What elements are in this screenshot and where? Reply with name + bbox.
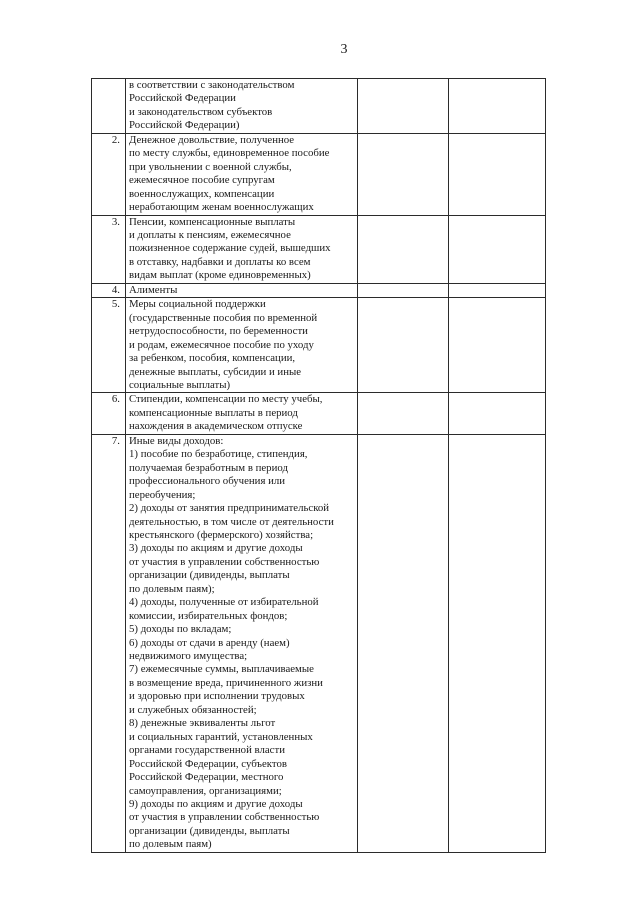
amount-cell [358,215,449,283]
income-type-text-line: в соответствии с законодательством [129,79,295,91]
income-type-text-line: за ребенком, пособия, компенсации, [129,352,296,365]
income-type-text-line: 4) доходы, полученные от избирательной [129,596,319,609]
income-type-text-line: и служебных обязанностей; [129,703,257,716]
income-type-text-line: и здоровью при исполнении трудовых [129,690,305,703]
income-type-text-line: от участия в управлении собственностью [129,811,320,824]
income-type-text-line: Российской Федерации) [129,119,240,132]
amount-cell [358,298,449,393]
note-cell [449,393,546,434]
income-type-text-line: от участия в управлении собственностью [129,555,320,568]
income-type-text-line: компенсационные выплаты в период [129,406,298,419]
row-number [92,79,126,134]
income-type-cell [126,393,358,434]
income-type-text-line: Стипендии, компенсации по месту учебы, [129,393,323,406]
income-type-cell [126,215,358,283]
income-type-text-line: Российской Федерации, субъектов [129,757,287,770]
income-type-text-line: 7) ежемесячные суммы, выплачиваемые [129,663,314,676]
income-type-text-line: органами государственной власти [129,744,285,757]
note-cell [449,283,546,297]
income-type-text-line: по долевым паям); [129,582,215,595]
row-number: 3. [92,215,126,283]
note-cell [449,79,546,134]
note-cell [449,298,546,393]
income-type-text-line: 9) доходы по акциям и другие доходы [129,798,303,811]
amount-cell [358,283,449,297]
income-type-text-line: Денежное довольствие, полученное [129,133,295,146]
row-number: 5. [92,298,126,393]
note-cell [449,215,546,283]
income-type-text-line: по месту службы, единовременное пособие [129,147,330,160]
table-row [92,298,546,393]
income-type-text-line: в отставку, надбавки и доплаты ко всем [129,255,311,268]
income-type-text-line: организации (дивиденды, выплаты [129,824,290,837]
row-number: 7. [92,434,126,852]
income-type-text-line: и социальных гарантий, установленных [129,730,313,743]
income-type-text-line: недвижимого имущества; [129,650,248,663]
page-number: 3 [340,42,348,57]
income-type-text-line: Иные виды доходов: [129,434,224,447]
income-type-text-line: Алименты [129,283,178,296]
income-type-text-line: социальные выплаты) [129,378,231,391]
income-type-text-line: нахождения в академическом отпуске [129,420,303,433]
income-type-cell [126,79,358,134]
income-type-text-line: по долевым паям) [129,838,212,851]
table-row [92,393,546,434]
amount-cell [358,133,449,215]
income-type-text-line: 5) доходы по вкладам; [129,623,232,636]
income-type-text-line: самоуправления, организациями; [129,784,282,797]
income-type-text-line: и доплаты к пенсиям, ежемесячное [129,228,291,241]
table-row [92,133,546,215]
income-type-text-line: при увольнении с военной службы, [129,160,292,173]
income-type-text-line: крестьянского (фермерского) хозяйства; [129,528,314,541]
income-type-text-line: организации (дивиденды, выплаты [129,569,290,582]
note-cell [449,434,546,852]
income-type-text-line: и законодательством субъектов [129,105,273,118]
row-number: 6. [92,393,126,434]
income-type-text-line: 1) пособие по безработице, стипендия, [129,448,308,461]
table-row [92,215,546,283]
income-type-text-line: ежемесячное пособие супругам [129,174,275,187]
income-type-text-line: комиссии, избирательных фондов; [129,609,288,622]
table-row [92,79,546,134]
table-row [92,434,546,852]
income-type-text-line: профессионального обучения или [129,475,286,488]
income-table-body [92,79,546,853]
income-type-cell [126,283,358,297]
note-cell [449,133,546,215]
amount-cell [358,79,449,134]
income-type-text-line: неработающим женам военнослужащих [129,201,314,214]
income-type-text-line: Пенсии, компенсационные выплаты [129,215,296,228]
income-type-text-line: (государственные пособия по временной [129,311,318,324]
income-type-text-line: нетрудоспособности, по беременности [129,325,308,338]
income-type-text-line: деятельностью, в том числе от деятельности [129,515,334,528]
income-type-cell [126,133,358,215]
income-type-text-line: Меры социальной поддержки [129,298,266,311]
income-type-text-line: 6) доходы от сдачи в аренду (наем) [129,636,290,649]
income-type-cell [126,298,358,393]
row-number: 2. [92,133,126,215]
amount-cell [358,434,449,852]
income-type-cell [126,434,358,852]
income-type-text-line: 3) доходы по акциям и другие доходы [129,542,303,555]
income-table [91,78,546,853]
row-number: 4. [92,283,126,297]
income-type-text-line: 2) доходы от занятия предпринимательской [129,502,330,515]
income-type-text-line: в возмещение вреда, причиненного жизни [129,676,323,689]
income-type-text-line: Российской Федерации [129,92,236,105]
income-type-text-line: Российской Федерации, местного [129,771,284,784]
table-row [92,283,546,297]
income-type-text-line: видам выплат (кроме единовременных) [129,269,311,282]
income-type-text-line: получаемая безработным в период [129,461,288,474]
income-type-text-line: пожизненное содержание судей, вышедших [129,242,331,255]
income-type-text-line: переобучения; [129,488,196,501]
amount-cell [358,393,449,434]
income-type-text-line: 8) денежные эквиваленты льгот [129,717,276,730]
income-type-text-line: и родам, ежемесячное пособие по уходу [129,338,314,351]
income-type-text-line: денежные выплаты, субсидии и иные [129,365,302,378]
income-type-text-line: военнослужащих, компенсации [129,187,275,200]
